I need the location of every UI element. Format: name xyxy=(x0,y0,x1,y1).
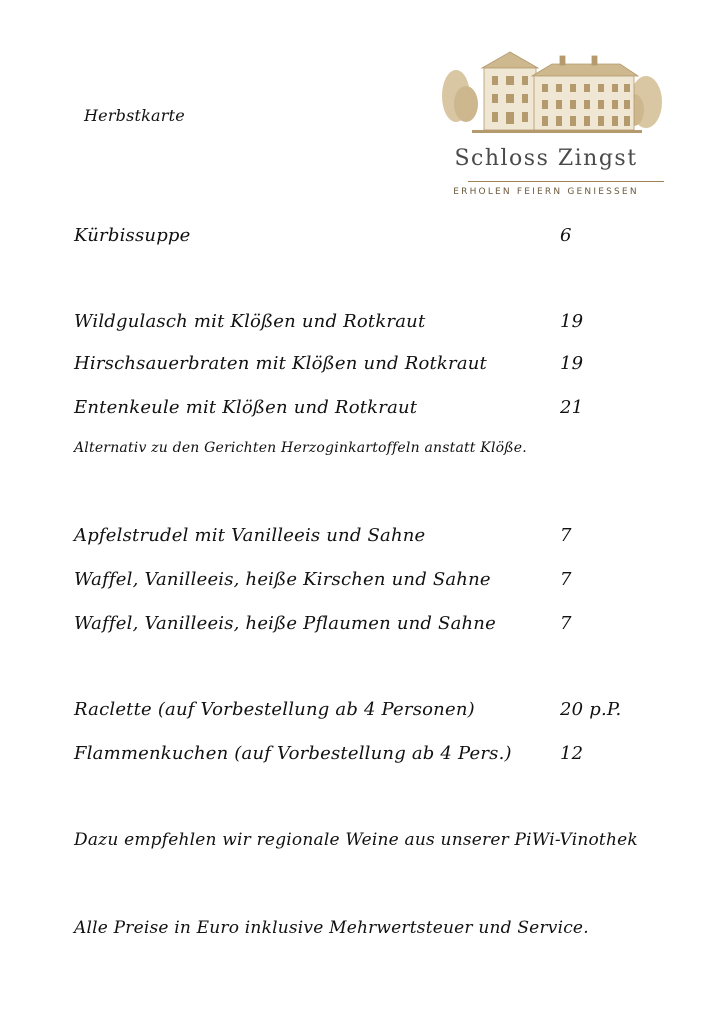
menu-item-price: 19 xyxy=(560,311,584,332)
menu-title: Herbstkarte xyxy=(84,106,185,125)
logo-divider xyxy=(468,181,664,182)
menu-item-price: 6 xyxy=(560,225,572,246)
castle-illustration-icon xyxy=(442,46,662,138)
side-dish-note: Alternativ zu den Gerichten Herzoginkartoffeln anstatt Klöße. xyxy=(74,440,527,456)
menu-item-price: 21 xyxy=(560,397,584,418)
menu-item-name: Kürbissuppe xyxy=(74,225,191,246)
wine-recommendation: Dazu empfehlen wir regionale Weine aus unserer PiWi-Vinothek xyxy=(74,830,638,850)
logo-tagline: ERHOLEN FEIERN GENIESSEN xyxy=(453,187,639,197)
menu-item-name: Flammenkuchen (auf Vorbestellung ab 4 Pers.) xyxy=(74,743,512,764)
schloss-zingst-logo xyxy=(428,46,664,206)
menu-item-name: Raclette (auf Vorbestellung ab 4 Personen) xyxy=(74,699,475,720)
menu-item-price: 19 xyxy=(560,353,584,374)
menu-item-price: 7 xyxy=(560,569,572,590)
menu-item-name: Waffel, Vanilleeis, heiße Pflaumen und Sahne xyxy=(74,613,496,634)
menu-item-price: 12 xyxy=(560,743,584,764)
menu-item-price: 7 xyxy=(560,525,572,546)
logo-name: Schloss Zingst xyxy=(454,146,638,171)
menu-item-name: Hirschsauerbraten mit Klößen und Rotkraut xyxy=(74,353,487,374)
price-disclaimer: Alle Preise in Euro inklusive Mehrwertsteuer und Service. xyxy=(74,918,589,938)
menu-item-name: Entenkeule mit Klößen und Rotkraut xyxy=(74,397,418,418)
menu-item-name: Waffel, Vanilleeis, heiße Kirschen und Sahne xyxy=(74,569,491,590)
menu-item-price: 7 xyxy=(560,613,572,634)
menu-item-name: Wildgulasch mit Klößen und Rotkraut xyxy=(74,311,426,332)
menu-item-name: Apfelstrudel mit Vanilleeis und Sahne xyxy=(74,525,426,546)
menu-item-price: 20 p.P. xyxy=(560,699,622,720)
